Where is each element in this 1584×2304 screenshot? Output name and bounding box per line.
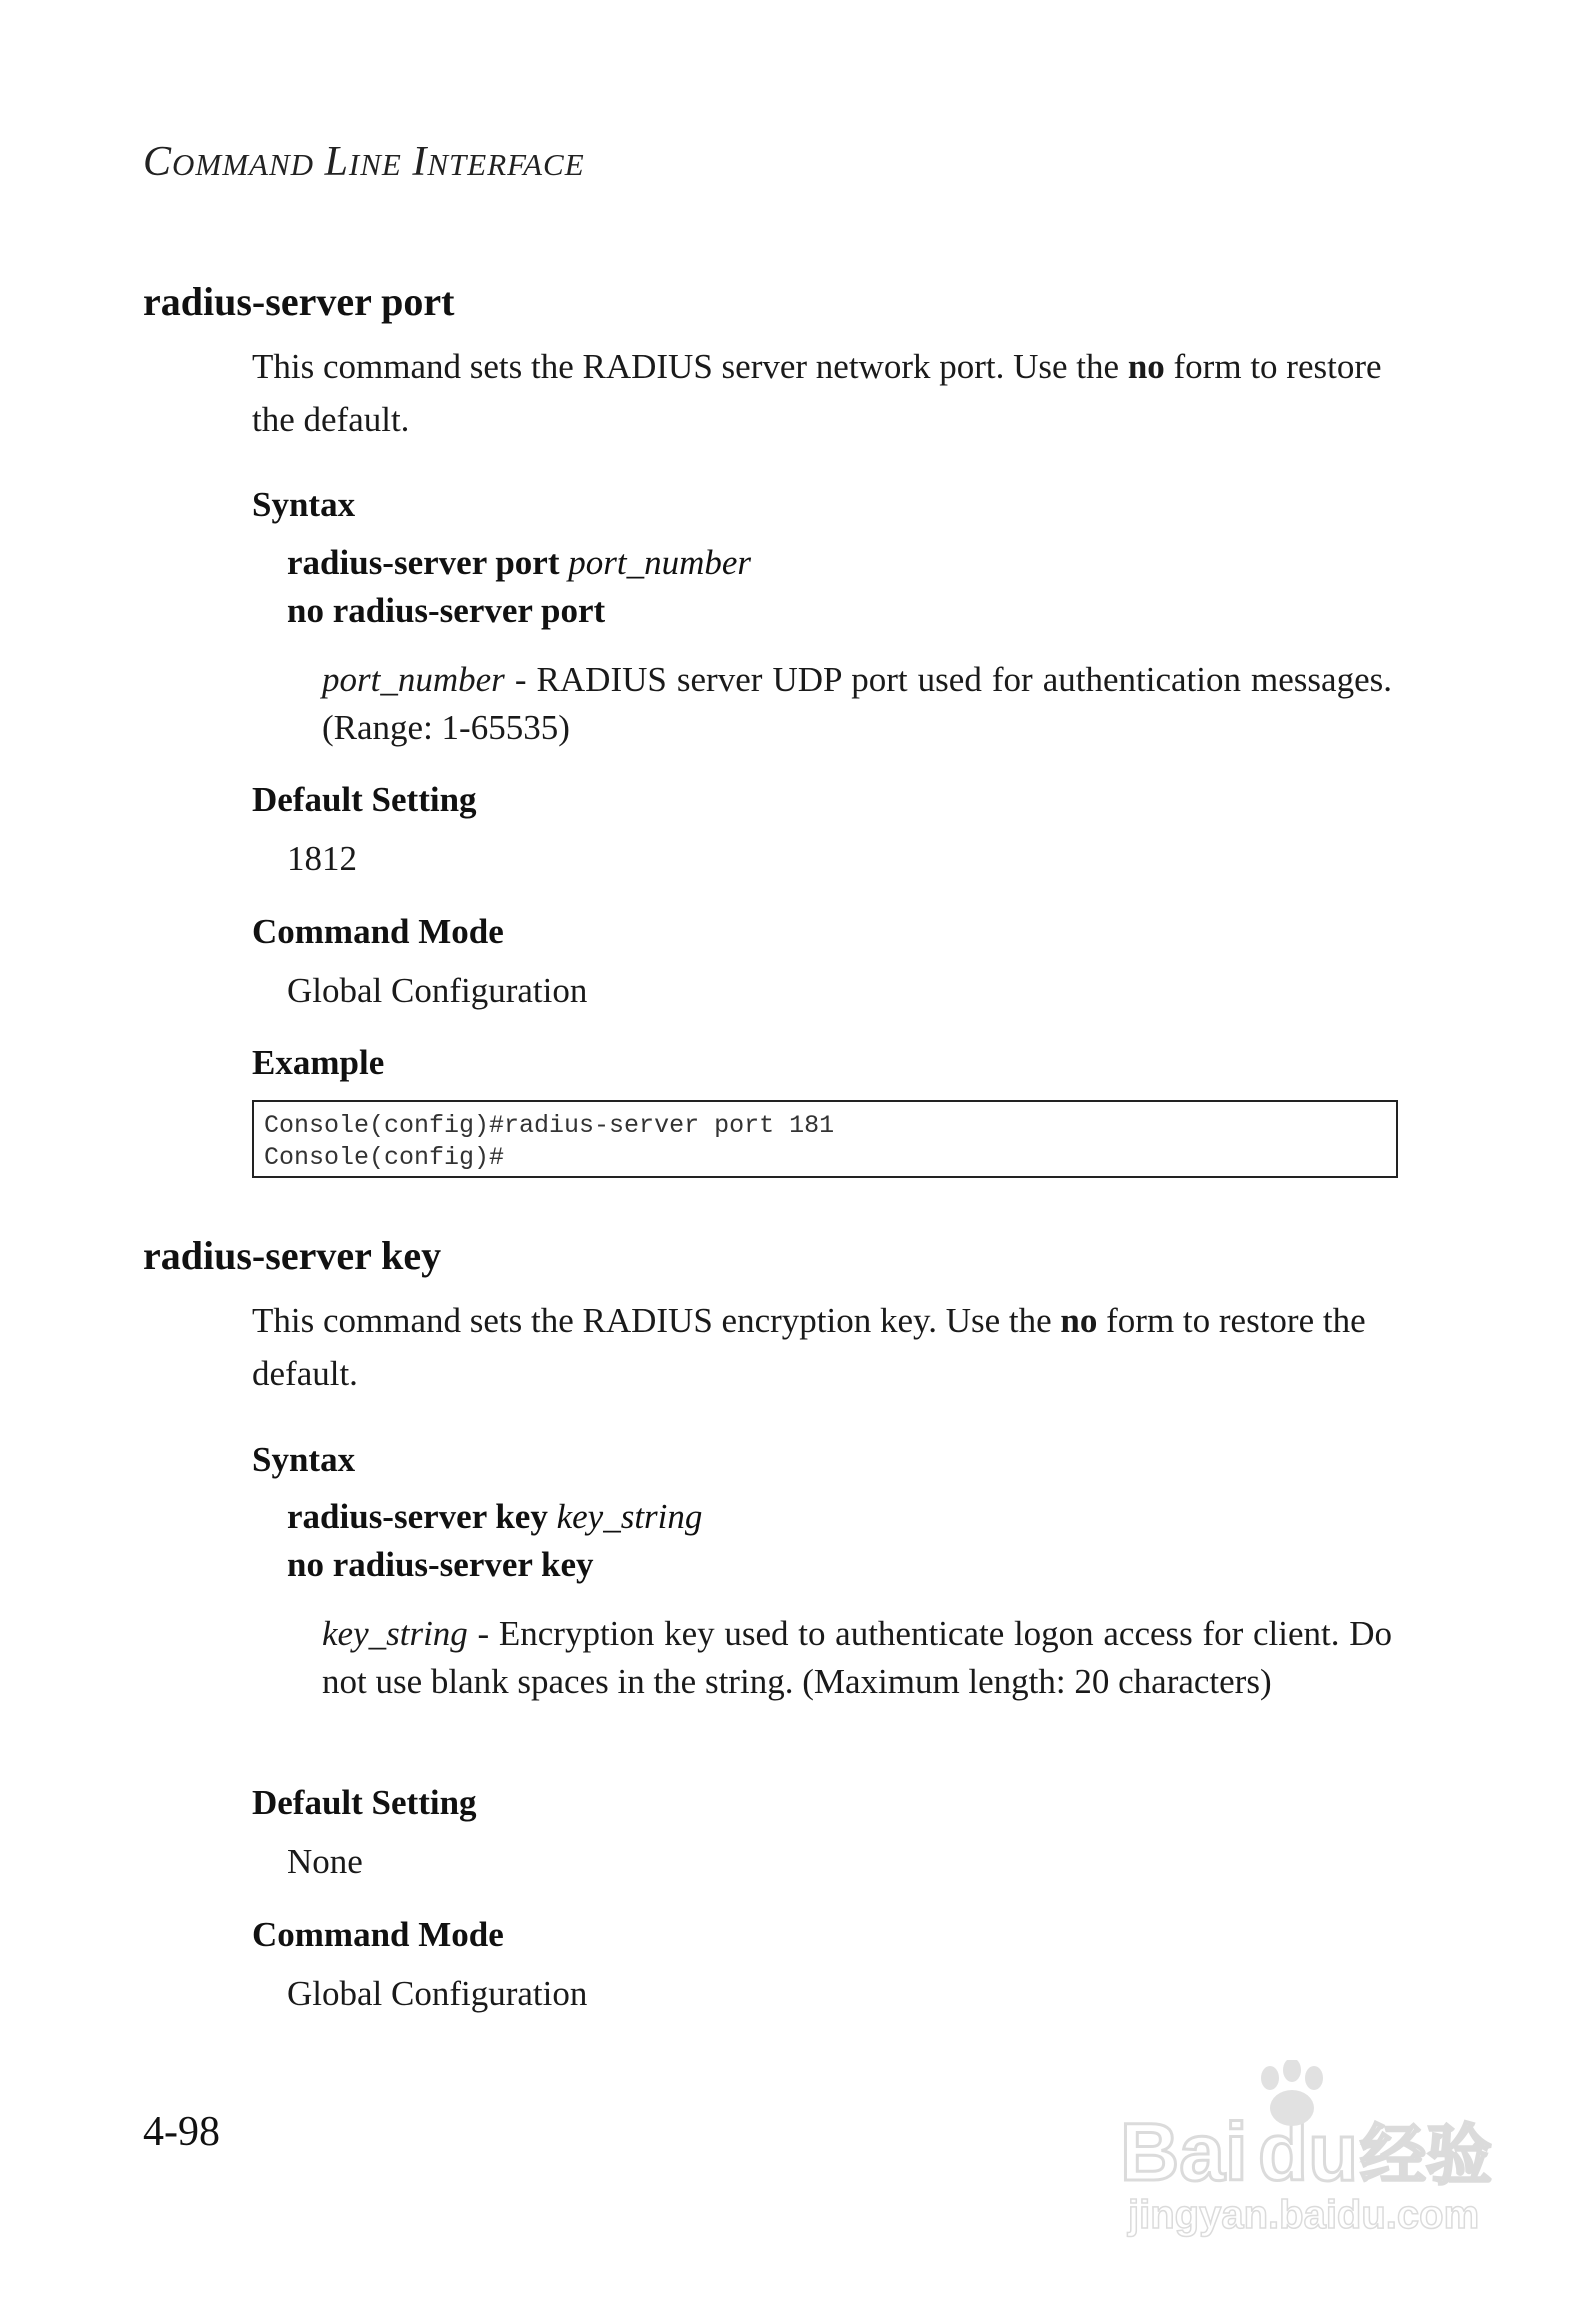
- example-heading: Example: [252, 1043, 385, 1082]
- section-description: [252, 340, 1402, 446]
- header-letter-c: C: [143, 139, 173, 185]
- description-keyword: no: [1060, 1301, 1098, 1340]
- syntax-no-command: no radius-server port: [287, 591, 606, 630]
- page-number: 4-98: [143, 2109, 220, 2155]
- watermark-brand-du: du: [1258, 2107, 1359, 2198]
- example-code-box: [252, 1100, 1398, 1178]
- command-mode-heading: Command Mode: [252, 912, 504, 951]
- parameter-name: key_string: [322, 1614, 468, 1653]
- description-text-end: form to restore the default.: [252, 347, 1382, 439]
- syntax-command: [287, 543, 751, 583]
- default-setting-value: 1812: [287, 839, 357, 878]
- section-title-radius-server-key: radius-server key: [143, 1233, 442, 1278]
- code-line: Console(config)#radius-server port 181: [264, 1111, 835, 1140]
- default-setting-value: None: [287, 1842, 363, 1881]
- code-line: Console(config)#: [264, 1143, 505, 1172]
- description-text: This command sets the RADIUS server network port. Use the: [252, 347, 1128, 386]
- syntax-argument: port_number: [568, 543, 752, 582]
- syntax-command: [287, 1497, 702, 1537]
- running-header: [143, 138, 585, 186]
- syntax-command-name: radius-server key: [287, 1497, 548, 1536]
- syntax-no-form: [287, 1545, 594, 1585]
- parameter-name: port_number: [322, 660, 505, 699]
- watermark-url: jingyan.baidu.com: [1128, 2193, 1480, 2237]
- header-word-ine: INE: [348, 147, 402, 182]
- command-mode-value: Global Configuration: [287, 1974, 588, 2013]
- command-mode-value: Global Configuration: [287, 971, 588, 1010]
- parameter-text: - Encryption key used to authenticate logon access for client. Do not use blank spaces in the string. (Maximum length: 20 characters): [322, 1614, 1392, 1701]
- default-setting-heading: Default Setting: [252, 1783, 477, 1822]
- syntax-heading: Syntax: [252, 1440, 356, 1479]
- description-keyword: no: [1127, 347, 1165, 386]
- watermark-brand-cn: 经验: [1360, 2117, 1492, 2194]
- header-letter-l: L: [324, 139, 349, 185]
- syntax-no-form: [287, 591, 605, 631]
- description-text: This command sets the RADIUS encryption key. Use the: [252, 1301, 1061, 1340]
- default-setting-heading: Default Setting: [252, 780, 477, 819]
- syntax-argument: key_string: [556, 1497, 703, 1536]
- header-word-ommand: OMMAND: [172, 147, 315, 182]
- header-letter-i: I: [412, 139, 428, 185]
- parameter-text: - RADIUS server UDP port used for authentication messages. (Range: 1-65535): [322, 660, 1392, 747]
- parameter-description: [322, 1610, 1392, 1706]
- baidu-watermark-logo: [1120, 2060, 1520, 2240]
- parameter-description: [322, 656, 1392, 752]
- description-text-end: form to restore the default.: [252, 1301, 1366, 1393]
- command-mode-heading: Command Mode: [252, 1915, 504, 1954]
- syntax-no-command: no radius-server key: [287, 1545, 594, 1584]
- section-description: [252, 1294, 1402, 1400]
- syntax-heading: Syntax: [252, 485, 356, 524]
- watermark-brand-latin: Bai: [1120, 2107, 1248, 2198]
- paw-icon: [1250, 2060, 1340, 2130]
- syntax-command-name: radius-server port: [287, 543, 560, 582]
- header-word-nterface: NTERFACE: [427, 147, 585, 182]
- section-title-radius-server-port: radius-server port: [143, 279, 455, 324]
